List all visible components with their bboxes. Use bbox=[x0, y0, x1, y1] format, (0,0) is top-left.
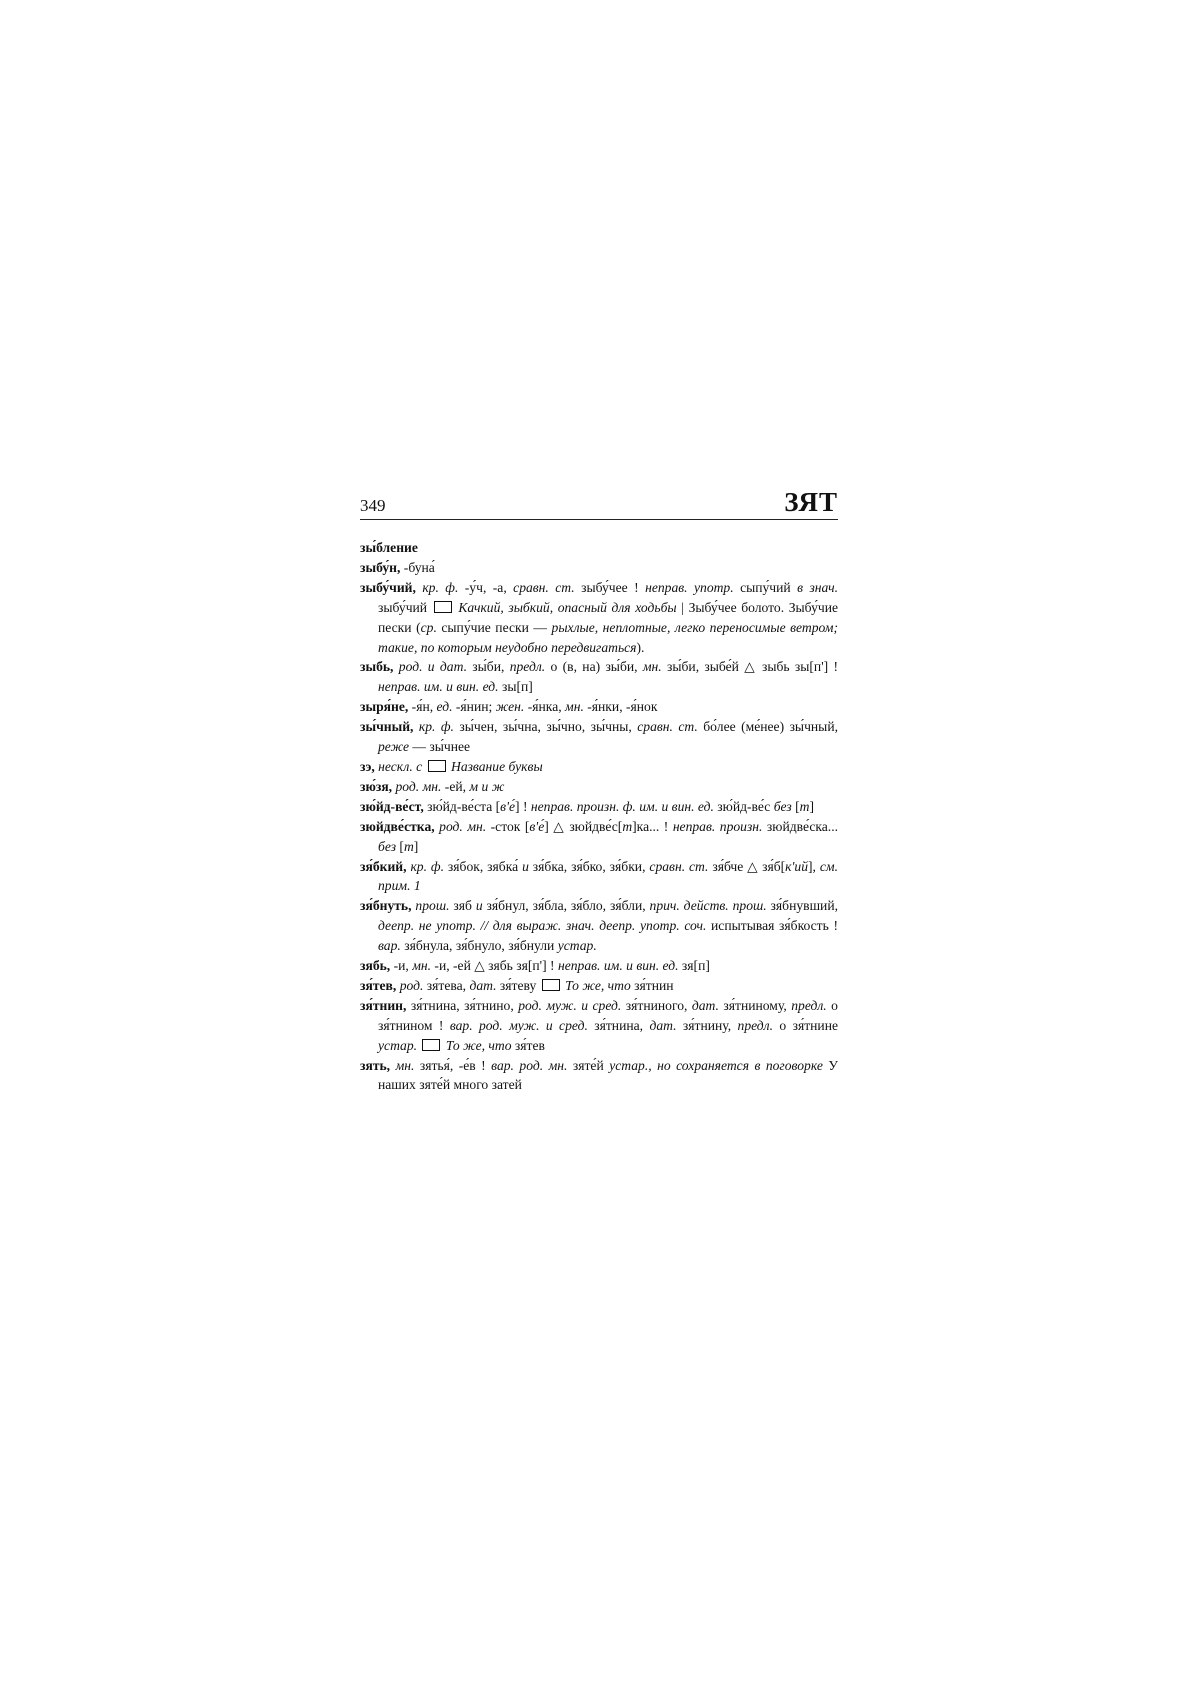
grammar-note: кр. ф. bbox=[418, 719, 454, 735]
dictionary-entry bbox=[360, 956, 838, 976]
grammar-note: сравн. ст. bbox=[649, 858, 709, 874]
entry-text: -у́ч, -а, bbox=[458, 579, 514, 595]
definition-box-icon bbox=[422, 1039, 440, 1051]
entry-list bbox=[360, 538, 838, 1095]
entry-text: -буна́ bbox=[400, 559, 435, 575]
entry-text: испытывая зя́бкость ! bbox=[706, 918, 838, 934]
grammar-note: вар. род. мн. bbox=[491, 1057, 568, 1073]
definition-box-icon bbox=[542, 979, 560, 991]
grammar-note: в'е́ bbox=[529, 818, 545, 834]
grammar-note: кр. ф. bbox=[410, 858, 444, 874]
entry-text: зы[п] bbox=[498, 679, 533, 695]
entry-text: зя́бнул, зя́бла, зя́бло, зя́бли, bbox=[482, 898, 650, 914]
entry-text: зятья́, -е́в ! bbox=[414, 1057, 492, 1073]
entry-text: сыпу́чий bbox=[733, 579, 798, 595]
entry-text: зы́чен, зы́чна, зы́чно, зы́чны, bbox=[453, 719, 638, 735]
grammar-note: То же, что bbox=[445, 1037, 512, 1053]
entry-text: сыпу́чие пески — bbox=[436, 619, 552, 635]
grammar-note: реже bbox=[378, 739, 409, 755]
page-number: 349 bbox=[360, 496, 386, 515]
entry-text: зя́бнувший, bbox=[766, 898, 838, 914]
headword: зябь, bbox=[360, 958, 391, 974]
grammar-note: без bbox=[378, 838, 396, 854]
headword: зя́тев, bbox=[360, 977, 397, 993]
entry-text: зя́тев bbox=[511, 1037, 545, 1053]
entry-text: -и, -ей △ зябь зя[п'] ! bbox=[431, 958, 558, 974]
headword: зя́тнин, bbox=[360, 997, 407, 1013]
grammar-note: неправ. произн. ф. им. и вин. ед. bbox=[530, 798, 714, 814]
grammar-note: мн. bbox=[395, 1057, 415, 1073]
entry-text: -я́нка, bbox=[524, 699, 566, 715]
dictionary-entry bbox=[360, 657, 838, 697]
entry-text: У наших зяте́й много затей bbox=[378, 1057, 838, 1093]
grammar-note: род. мн. bbox=[439, 818, 487, 834]
grammar-note: в'е́ bbox=[500, 798, 516, 814]
headword: зя́бнуть, bbox=[360, 898, 412, 914]
grammar-note: предл. bbox=[737, 1017, 774, 1033]
headword: зы́чный, bbox=[360, 719, 414, 735]
dictionary-entry bbox=[360, 697, 838, 717]
grammar-note: мн. bbox=[565, 699, 584, 715]
dictionary-entry bbox=[360, 538, 838, 558]
page-header bbox=[360, 487, 838, 520]
grammar-note: предл. bbox=[509, 659, 546, 675]
entry-text: зя́бка, зя́бко, зя́бки, bbox=[528, 858, 650, 874]
running-head: ЗЯТ bbox=[784, 487, 838, 517]
grammar-note: нескл. с bbox=[378, 758, 423, 774]
grammar-note: род. и дат. bbox=[398, 659, 467, 675]
entry-text: -я́н, bbox=[408, 699, 437, 715]
grammar-note: устар. bbox=[557, 938, 597, 954]
headword: зя́бкий, bbox=[360, 858, 407, 874]
grammar-note: см. прим. 1 bbox=[378, 858, 838, 894]
entry-text: зя́бче △ зя́б[ bbox=[708, 858, 786, 874]
entry-text: зыбу́чее ! bbox=[574, 579, 646, 595]
dictionary-entry bbox=[360, 896, 838, 956]
grammar-note: Качкий, зыбкий, опасный для ходьбы bbox=[458, 599, 677, 615]
grammar-note: вар. bbox=[378, 938, 401, 954]
entry-text: зя́тнина, bbox=[587, 1017, 650, 1033]
grammar-note: устар., но сохраняется в поговорке bbox=[609, 1057, 823, 1073]
entry-text: зяте́й bbox=[567, 1057, 610, 1073]
dictionary-page bbox=[360, 487, 839, 1095]
headword: зюйдве́стка, bbox=[360, 818, 435, 834]
definition-box-icon bbox=[428, 760, 446, 772]
headword: зять, bbox=[360, 1057, 391, 1073]
entry-text: ] ! bbox=[515, 798, 531, 814]
dictionary-entry bbox=[360, 777, 838, 797]
entry-text: ] bbox=[809, 798, 814, 814]
headword: зыбу́чий, bbox=[360, 579, 416, 595]
grammar-note: в знач. bbox=[797, 579, 839, 595]
grammar-note: м и ж bbox=[469, 778, 505, 794]
entry-text: -я́нки, -я́нок bbox=[583, 699, 658, 715]
entry-text: зя́тнину, bbox=[676, 1017, 738, 1033]
entry-text: зыбу́чий bbox=[378, 599, 432, 615]
entry-text: зя́теву bbox=[496, 977, 540, 993]
entry-text: зя[п] bbox=[678, 958, 710, 974]
headword: зыбу́н, bbox=[360, 559, 401, 575]
entry-text: ). bbox=[636, 639, 645, 655]
grammar-note: жен. bbox=[495, 699, 525, 715]
entry-text: ]ка... ! bbox=[632, 818, 673, 834]
dictionary-entry bbox=[360, 578, 838, 658]
grammar-note: кр. ф. bbox=[422, 579, 459, 595]
entry-text: ] △ зюйдве́с[ bbox=[544, 818, 623, 834]
grammar-note: рыхлые, неплотные, легко переносимые ветром; такие, по которым неудобно передвигаться bbox=[378, 619, 838, 655]
grammar-note: сравн. ст. bbox=[637, 719, 698, 735]
headword: зэ, bbox=[360, 758, 375, 774]
grammar-note: предл. bbox=[791, 997, 827, 1013]
headword: зыря́не, bbox=[360, 699, 409, 715]
grammar-note: дат. bbox=[649, 1017, 677, 1033]
entry-text: -сток [ bbox=[486, 818, 530, 834]
entry-text: -ей, bbox=[441, 778, 470, 794]
entry-text: о зя́тнином ! bbox=[378, 997, 838, 1033]
entry-text: о (в, на) зы́би, bbox=[545, 659, 643, 675]
entry-text: зя́тнина, зя́тнино, bbox=[406, 997, 519, 1013]
entry-text: -и, bbox=[390, 958, 413, 974]
headword: зы́бление bbox=[360, 540, 418, 555]
grammar-note: неправ. употр. bbox=[645, 579, 734, 595]
dictionary-entry bbox=[360, 558, 838, 578]
dictionary-entry bbox=[360, 797, 838, 817]
grammar-note: и bbox=[522, 858, 529, 874]
grammar-note: к'ий bbox=[785, 858, 809, 874]
grammar-note: прош. bbox=[415, 898, 450, 914]
entry-text: зы́би, зыбе́й △ зыбь зы[п'] ! bbox=[661, 659, 839, 675]
grammar-note: т bbox=[622, 818, 633, 834]
entry-text: ], bbox=[808, 858, 820, 874]
headword: зю́зя, bbox=[360, 778, 393, 794]
grammar-note: мн. bbox=[412, 958, 432, 974]
grammar-note: неправ. произн. bbox=[672, 818, 763, 834]
entry-text: [ bbox=[791, 798, 800, 814]
grammar-note: сравн. ст. bbox=[513, 579, 575, 595]
grammar-note: т bbox=[799, 798, 810, 814]
grammar-note: дат. bbox=[469, 977, 497, 993]
grammar-note: мн. bbox=[642, 659, 662, 675]
entry-text: зюйдве́ска... bbox=[762, 818, 839, 834]
entry-text: зя́бок, зябка́ bbox=[443, 858, 523, 874]
entry-text: ] bbox=[413, 838, 419, 854]
dictionary-entry bbox=[360, 1056, 838, 1096]
grammar-note: устар. bbox=[378, 1037, 418, 1053]
grammar-note: род. муж. и сред. bbox=[518, 997, 622, 1013]
entry-text bbox=[422, 759, 425, 774]
entry-text: | Зыбу́чее болото. Зыбу́чие пески ( bbox=[378, 599, 839, 635]
entry-text bbox=[417, 1038, 420, 1053]
dictionary-entry bbox=[360, 817, 838, 857]
grammar-note: ср. bbox=[420, 619, 437, 635]
grammar-note: неправ. им. и вин. ед. bbox=[378, 679, 499, 695]
entry-text: зя́бнула, зя́бнуло, зя́бнули bbox=[400, 938, 558, 954]
entry-text: -я́нин; bbox=[452, 699, 496, 715]
grammar-note: ед. bbox=[436, 699, 453, 715]
entry-text: зя́тнин bbox=[630, 977, 674, 993]
entry-text: [ bbox=[396, 838, 404, 854]
dictionary-entry bbox=[360, 857, 838, 897]
entry-text: зя́тниного, bbox=[621, 997, 692, 1013]
grammar-note: без bbox=[773, 798, 792, 814]
dictionary-entry bbox=[360, 996, 838, 1056]
grammar-note: вар. род. муж. и сред. bbox=[449, 1017, 588, 1033]
entry-text: зю́йд-ве́ста [ bbox=[423, 798, 501, 814]
entry-text: зы́би, bbox=[466, 659, 510, 675]
grammar-note: деепр. не употр. // для выраж. знач. деепр. употр. соч. bbox=[378, 918, 707, 934]
grammar-note: род. мн. bbox=[395, 778, 442, 794]
entry-text: зяб bbox=[449, 898, 476, 914]
grammar-note: т bbox=[403, 838, 414, 854]
grammar-note: прич. действ. прош. bbox=[649, 898, 767, 914]
grammar-note: и bbox=[475, 898, 483, 914]
grammar-note: дат. bbox=[691, 997, 719, 1013]
entry-text: зю́йд-ве́с bbox=[713, 798, 774, 814]
entry-text: бо́лее (ме́нее) зы́чный, bbox=[697, 719, 838, 735]
headword: зыбь, bbox=[360, 659, 394, 675]
grammar-note: неправ. им. и вин. ед. bbox=[557, 958, 679, 974]
dictionary-entry bbox=[360, 717, 838, 757]
definition-box-icon bbox=[434, 601, 452, 613]
dictionary-entry bbox=[360, 976, 838, 996]
grammar-note: род. bbox=[399, 977, 424, 993]
grammar-note: То же, что bbox=[565, 977, 631, 993]
entry-text: зя́тниному, bbox=[718, 997, 792, 1013]
entry-text: — зы́чнее bbox=[409, 739, 471, 755]
headword: зю́йд-ве́ст, bbox=[360, 798, 424, 814]
grammar-note: Название буквы bbox=[451, 758, 543, 774]
entry-text: о зя́тнине bbox=[773, 1017, 838, 1033]
entry-text: зя́тева, bbox=[423, 977, 470, 993]
dictionary-entry bbox=[360, 757, 838, 777]
